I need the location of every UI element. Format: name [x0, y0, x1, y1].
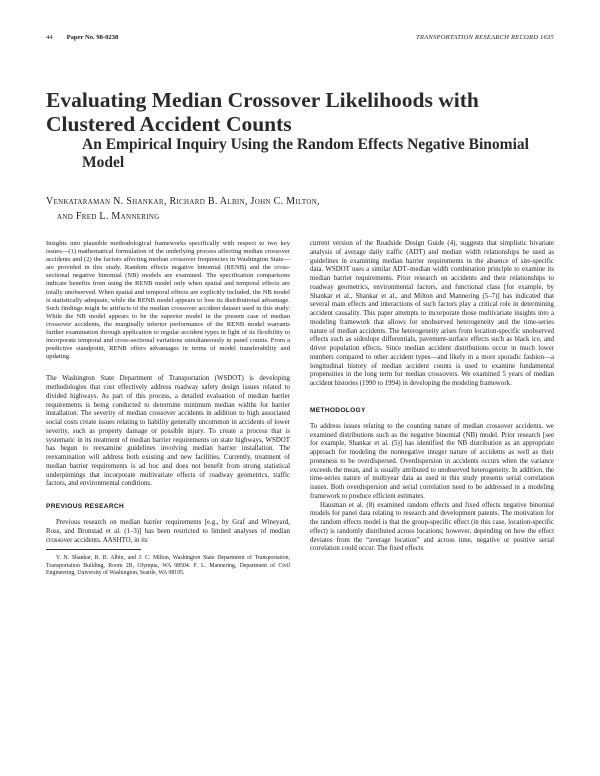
page-number: 44 [46, 34, 53, 41]
paper-number: Paper No. 98-0238 [66, 34, 119, 41]
running-header [46, 34, 554, 46]
page-number-line [46, 34, 118, 41]
methodology-paragraph-1: To address issues relating to the counting nature of median crossover accidents, we examined distributions such as the negative binomial (NB) model. Prior research [see for example, Shankar et al. (5)] has identified the NB distribution as an appropriate approach for modeling the nonnegative integer nature of accidents as well as their proneness to be overdispersed. Overdispersion in accidents occurs when the variance exceeds the mean, and is usually attributed to unobserved heterogeneity. In addition, the time-series nature of multiyear data as used in this study presents serial correlation issues. Both overdispersion and serial correlation need to be addressed in a modeling framework to produce efficient estimates. [310, 422, 554, 500]
paper-subtitle: An Empirical Inquiry Using the Random Effects Negative Binomial Model [82, 136, 529, 171]
footnote-rule [46, 549, 141, 550]
right-column [310, 240, 554, 554]
author-line-1: Venkataraman N. Shankar, Richard B. Albin, John C. Milton, [46, 196, 320, 207]
section-heading-methodology: METHODOLOGY [310, 406, 366, 414]
left-column [46, 240, 290, 577]
abstract: Insights into plausible methodological frameworks specifically with respect to two key issues—(1) mathematical formulation of the underlying process affecting median crossover accidents and (2) the factors affecting median crossover frequencies in Washington State—are provided in this study. Random effects negative binomial (RENB) and the cross-sectional negative binomial (NB) models are examined. The specification comparisons indicate benefits from using the RENB model only when spatial and temporal effects are totally unobserved. When spatial and temporal effects are explicitly included, the NB model is statistically adequate, while the RENB model appears to lose its distributional advantage. Such findings might be artifacts of the median crossover accident dataset used in this study. While the NB model appears to be the superior model in the present case of median crossover accidents, the marginally inferior performance of the RENB model warrants further examination through application to regular accident types in light of its flexibility to incorporate temporal and cross-sectional variations simultaneously in panel counts. From a predictive standpoint, RENB offers advantages in terms of model transferability and updating. [46, 240, 290, 361]
journal-name: TRANSPORTATION RESEARCH RECORD 1635 [416, 34, 554, 41]
previous-research-paragraph: Previous research on median barrier requirements [e.g., by Graf and Wineyard, Ross, and Bronstad et al. (1–3)] has been restricted to limited analyses of median crossover accidents. AASHTO, in its [46, 519, 290, 544]
author-footnote: V. N. Shankar, R. B. Albin, and J. C. Milton, Washington State Department of Transportation, Transportation Building, Room 2B, Olympia, WA 98504. F. L. Mannering, Department of Civil Engineering, University of Washington, Seattle, WA 98195. [46, 555, 290, 576]
author-line-2: and Fred L. Mannering [57, 211, 160, 222]
methodology-paragraph-2: Hausman et al. (8) examined random effects and fixed effects negative binomial models for panel data relating to research and development patents. The motivation for the random effects model is that the group-specific effect (in this case, location-specific effect) is randomly distributed across locations; however, depending on how the effect deviates from the “average location” and across time, negative or positive serial correlation could occur. The fixed effects [310, 501, 554, 553]
intro-paragraph: The Washington State Department of Transportation (WSDOT) is developing methodologies that cost effectively address roadway safety design issues related to divided highways. As part of this process, a detailed evaluation of median barrier requirements is being conducted to determine minimum median widths for barrier installation. The severity of median crossover accidents in addition to high associated social costs create issues relating to liability generally uncommon in accidents of lower severity, such as property damage or possible injury. To create a process that is systematic in its treatment of median barrier requirements on state highways, WSDOT has begun to reexamine guidelines involving median barrier installation. The reexamination will address both existing and new facilities. Currently, treatment of median barrier requirements is ad hoc and does not benefit from strong statistical underpinnings that incorporate multivariate effects of roadway geometrics, traffic factors, and environmental conditions. [46, 375, 290, 488]
author-list [46, 194, 566, 224]
paper-title: Evaluating Median Crossover Likelihoods with Clustered Accident Counts [46, 88, 479, 136]
section-heading-previous-research: PREVIOUS RESEARCH [46, 503, 125, 511]
right-paragraph-1: current version of the Roadside Design Guide (4), suggests that simplistic bivariate analysis of average daily traffic (ADT) and median width relationships be used as guidelines in examining median barrier requirements in the absence of site-specific data. WSDOT uses a similar ADT–median width combination principle to examine its median barrier requirements. Prior research on accidents and their relationships to roadway geometrics, environmental factors, and functional class [for example, by Shankar et al., Shankar et al., and Milton and Mannering (5–7)] has indicated that several main effects and interactions of such factors play a critical role in determining accident causality. This paper attempts to incorporate those multivariate insights into a modeling framework that allows for unobserved heterogeneity and the time-series nature of median accidents. The heterogeneity arises from location-specific unobserved effects such as sideslope differentials, pavement-surface effects such as black ice, and driver population effects. Since median accident distributions occur in much lower numbers compared to other accident types—and likely in a more sporadic fashion—a longitudinal history of median accident counts is used to examine fundamental propensities in the long term for median crossovers. We examined 5 years of median accident histories (1990 to 1994) in developing the modeling framework. [310, 240, 554, 387]
